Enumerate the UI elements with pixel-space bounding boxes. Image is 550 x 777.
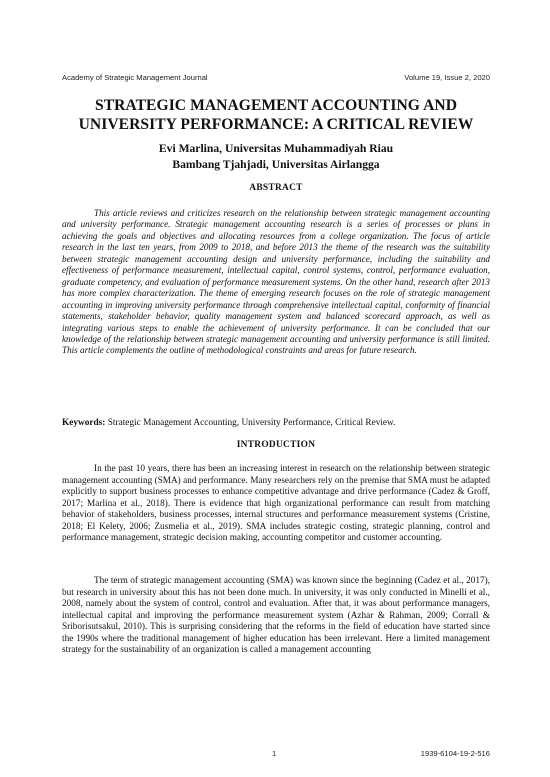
- keywords-label: Keywords:: [62, 418, 106, 428]
- paper-title: [62, 96, 490, 134]
- abstract-heading: ABSTRACT: [249, 183, 303, 193]
- article-code: 1939-6104-19-2-516: [420, 749, 490, 758]
- abstract-text: This article reviews and criticizes research on the relationship between strategic management accounting and university performance. Strategic management accounting research is a series of processes or plans in achieving the goals and objectives and allocating resources from a college organization. The focus of article research in the last ten years, from 2009 to 2018, and before 2013 the theme of the research was the suitability between strategic management accounting design and university performance, including the suitability and effectiveness of performance measurement, intellectual capital, control systems, control, performance evaluation, graduate competency, and evaluation of performance measurement systems. On the other hand, research after 2013 has more complex characterization. The theme of emerging research focuses on the role of strategic management accounting in improving university performance through comprehensive intellectual capital, conformity of financial statements, stakeholder behavior, quality management system and balanced scorecard approach, as well as integrating various steps to enable the achievement of university performance. It can be concluded that our knowledge of the relationship between strategic management accounting and university performance is still limited. This article complements the outline of methodological constraints and areas for future research.: [62, 208, 490, 356]
- volume-issue: Volume 19, Issue 2, 2020: [404, 73, 490, 82]
- page-number: 1: [272, 749, 277, 758]
- title-line-2: UNIVERSITY PERFORMANCE: A CRITICAL REVIEW: [78, 116, 474, 133]
- running-header: [62, 73, 490, 82]
- introduction-paragraph-2: The term of strategic management accounting (SMA) was known since the beginning (Cadez et al., 2017), but research in university about this has not been done much. In university, it was only conducted in Minelli et al., 2008, namely about the system of control, control and evaluation. After that, it was about performance managers, intellectual capital and improving the performance measurement system (Azhar & Rahman, 2009; Corrall & Sriborisutsakul, 2010). This is surprising considering that the reforms in the field of education have started since the 1990s where the traditional management of higher education has been irrelevant. Here a limited management strategy for the sustainability of an organization is called a management accounting: [62, 576, 490, 656]
- author-1: Evi Marlina, Universitas Muhammadiyah Riau: [158, 142, 394, 155]
- introduction-heading: INTRODUCTION: [236, 440, 316, 450]
- keywords-text: Strategic Management Accounting, University Performance, Critical Review.: [105, 418, 396, 428]
- paper-page: [62, 0, 490, 777]
- title-line-1: STRATEGIC MANAGEMENT ACCOUNTING AND: [94, 97, 458, 114]
- keywords: [62, 418, 490, 430]
- journal-name: Academy of Strategic Management Journal: [62, 73, 208, 82]
- introduction-paragraph-1: In the past 10 years, there has been an increasing interest in research on the relationship between strategic management accounting (SMA) and performance. Many researchers rely on the premise that SMA must be adapted explicitly to support business processes to enhance competitive advantage and drive performance (Cadez & Groff, 2017; Marlina et al., 2018). There is evidence that high organizational performance can result from matching behavior of stakeholders, business processes, internal structures and performance measurement systems (Cristine, 2018; El Kelety, 2006; Zusmelia et al., 2019). SMA includes strategic costing, strategic planning, control and performance management, strategic decision making, accounting competitor and customer accounting.: [62, 464, 490, 544]
- author-list: [62, 141, 490, 172]
- author-2: Bambang Tjahjadi, Universitas Airlangga: [172, 157, 380, 171]
